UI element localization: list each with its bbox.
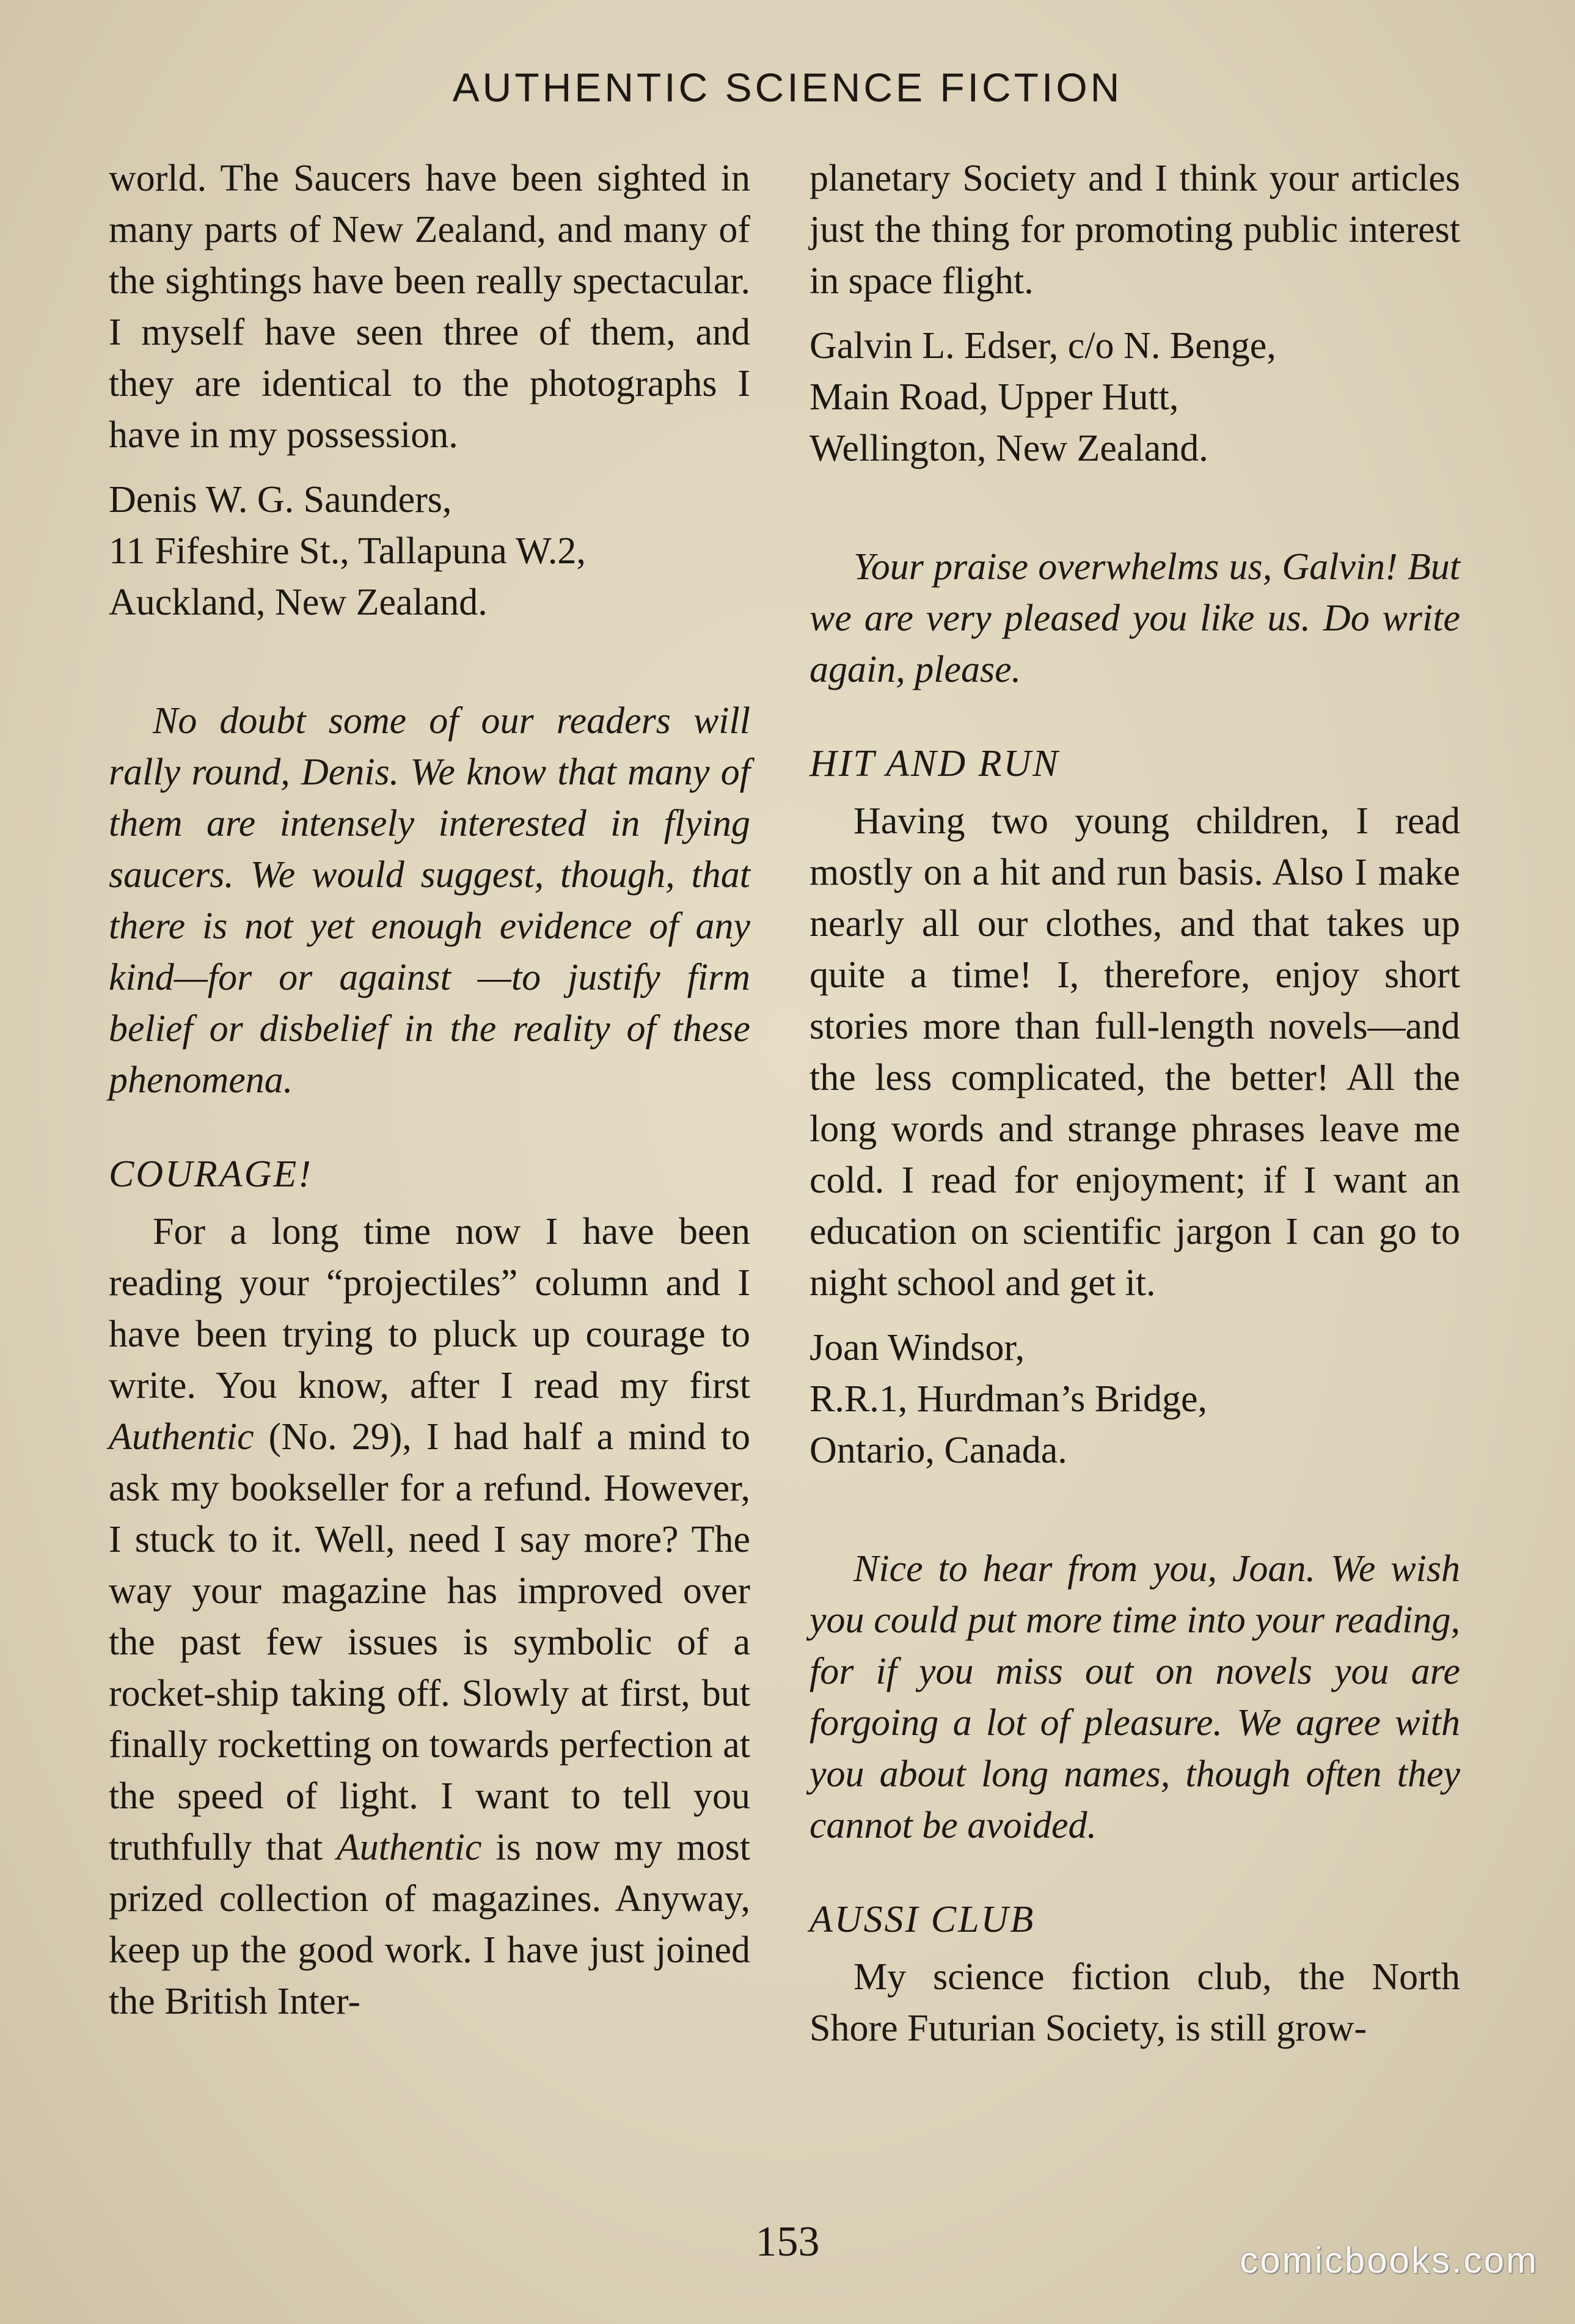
magazine-title: Authentic (336, 1827, 482, 1868)
section-heading-aussi-club: AUSSI CLUB (809, 1899, 1036, 1940)
letter-1-body: world. The Saucers have been sighted in many parts of New Zealand, and many of the sightings have been really spectacular. I myself have seen three of them, and they are identical to the photographs I have in my possession. (109, 158, 750, 456)
magazine-title: Authentic (109, 1416, 254, 1458)
page-number: 153 (755, 2218, 820, 2265)
section-heading-courage: COURAGE! (109, 1153, 313, 1195)
address-line: Auckland, New Zealand. (109, 582, 488, 623)
address-line: Denis W. G. Saunders, (109, 479, 452, 521)
editor-reply-3: Nice to hear from you, Joan. We wish you could put more time into your reading, for if you miss out on novels you are forgoing a lot of pleasure. We agree with you about long names, though often they cannot be avoided. (809, 1548, 1460, 1846)
section-heading-hit-and-run: HIT AND RUN (809, 743, 1060, 784)
right-column (809, 153, 1460, 2067)
address-line: Wellington, New Zealand. (809, 428, 1208, 469)
letter-4-body: My science fiction club, the North Shore Futurian Society, is still grow- (809, 1956, 1460, 2049)
address-line: Galvin L. Edser, c/o N. Benge, (809, 325, 1276, 367)
watermark: comicbooks.com (1240, 2240, 1538, 2281)
address-line: 11 Fifeshire St., Tallapuna W.2, (109, 530, 586, 572)
address-line: Joan Windsor, (809, 1327, 1025, 1368)
left-column (109, 153, 750, 2041)
letter-2-continued: planetary Society and I think your articles just the thing for promoting public interest in space flight. (809, 158, 1460, 302)
letter-3-body: Having two young children, I read mostly on a hit and run basis. Also I make nearly all our clothes, and that takes up quite a time! I, therefore, enjoy short stories more than full-length novels—and the less complicated, the better! All the long words and strange phrases leave me cold. I read for enjoyment; if I want an education on scientific jargon I can go to night school and get it. (809, 800, 1460, 1304)
address-line: Main Road, Upper Hutt, (809, 376, 1179, 418)
editor-reply-1: No doubt some of our readers will rally round, Denis. We know that many of them are intensely interested in flying saucers. We would suggest, though, that there is not yet enough evidence of any kind—for or against —to justify firm belief or disbelief in the reality of these phenomena. (109, 700, 750, 1101)
address-line: Ontario, Canada. (809, 1430, 1067, 1471)
letter-1-address (109, 474, 750, 628)
running-head: AUTHENTIC SCIENCE FICTION (452, 65, 1123, 110)
address-line: R.R.1, Hurdman’s Bridge, (809, 1378, 1207, 1420)
editor-reply-2: Your praise overwhelms us, Galvin! But we are very pleased you like us. Do write again, please. (809, 546, 1460, 690)
letter-3-address (809, 1322, 1460, 1476)
letter-2-body: For a long time now I have been reading your “projectiles” column and I have been trying to pluck up courage to write. You know, after I read my first Authentic (No. 29), I had half a mind to ask my bookseller for a refund. However, I stuck to it. Well, need I say more? The way your magazine has improved over the past few issues is symbolic of a rocket-ship taking off. Slowly at first, but finally rocketting on towards perfection at the speed of light. I want to tell you truthfully that Authentic is now my most prized collection of magazines. Anyway, keep up the good work. I have just joined the British Inter- (109, 1211, 750, 2022)
letter-2-address (809, 320, 1460, 474)
